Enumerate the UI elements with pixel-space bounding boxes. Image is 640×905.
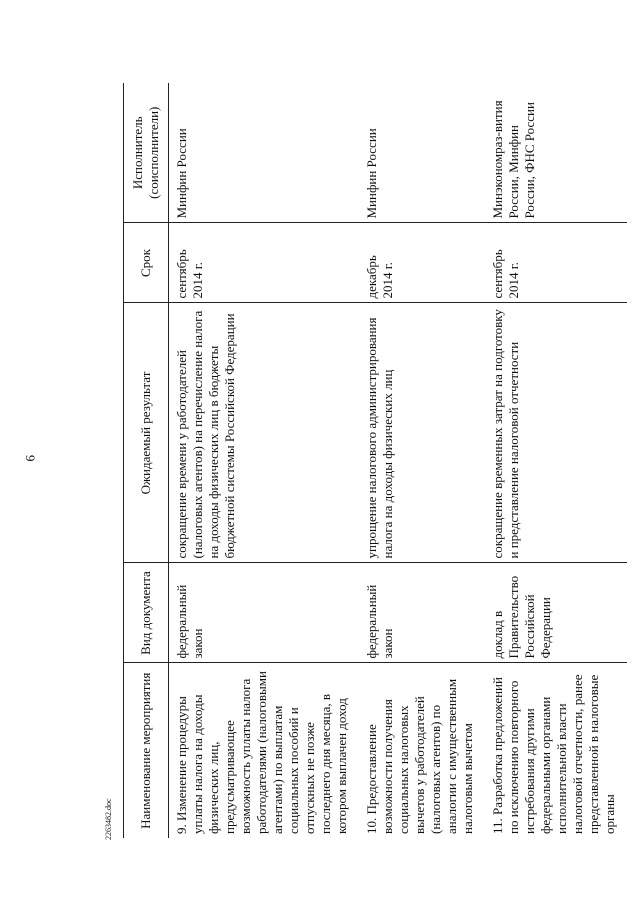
cell-expected-result: упрощение налогового администрирования налога на доходы физических лиц [359,303,485,563]
header-measure-name: Наименование мероприятия [124,663,169,838]
table-row [359,83,485,838]
page-number: 9 [23,455,38,462]
header-document-type: Вид документа [124,563,169,663]
rotated-table-wrapper [123,83,627,838]
table-row [485,83,627,838]
measures-table [123,83,627,838]
cell-measure-name: 9. Изменение процедуры уплаты налога на доходы физических лиц, предусматривающее возможность уплаты налога работодателями (налоговыми агентами) по выплатам социальных пособий и отпускных не позже последнего дня месяца, в котором выплачен доход [169,663,360,838]
cell-deadline: сентябрь 2014 г. [169,223,360,303]
table-header-row [124,83,169,838]
header-deadline: Срок [124,223,169,303]
cell-executor: Минфин России [359,83,485,223]
cell-deadline: сентябрь 2014 г. [485,223,627,303]
cell-deadline: декабрь 2014 г. [359,223,485,303]
cell-executor: Минэкономраз-вития России, Минфин России, ФНС России [485,83,627,223]
cell-measure-name: 10. Предоставление возможности получения социальных налоговых вычетов у работодателей (налоговых агентов) по аналогии с имущественным налоговым вычетом [359,663,485,838]
cell-document-type: доклад в Правительство Российской Федерации [485,563,627,663]
cell-document-type: федеральный закон [359,563,485,663]
cell-expected-result: сокращение временных затрат на подготовку и представление налоговой отчетности [485,303,627,563]
header-executor: Исполнитель (соисполнители) [124,83,169,223]
footer-filename: 2263482.doc [104,798,113,840]
table-row [169,83,360,838]
cell-expected-result: сокращение времени у работодателей (налоговых агентов) на перечисление налога на доходы физических лиц в бюджеты бюджетной системы Российской Федерации [169,303,360,563]
cell-executor: Минфин России [169,83,360,223]
cell-document-type: федеральный закон [169,563,360,663]
cell-measure-name: 11. Разработка предложений по исключению повторного истребования другими федеральными органами исполнительной власти налоговой отчетности, ранее представленной в налоговые органы [485,663,627,838]
header-expected-result: Ожидаемый результат [124,303,169,563]
